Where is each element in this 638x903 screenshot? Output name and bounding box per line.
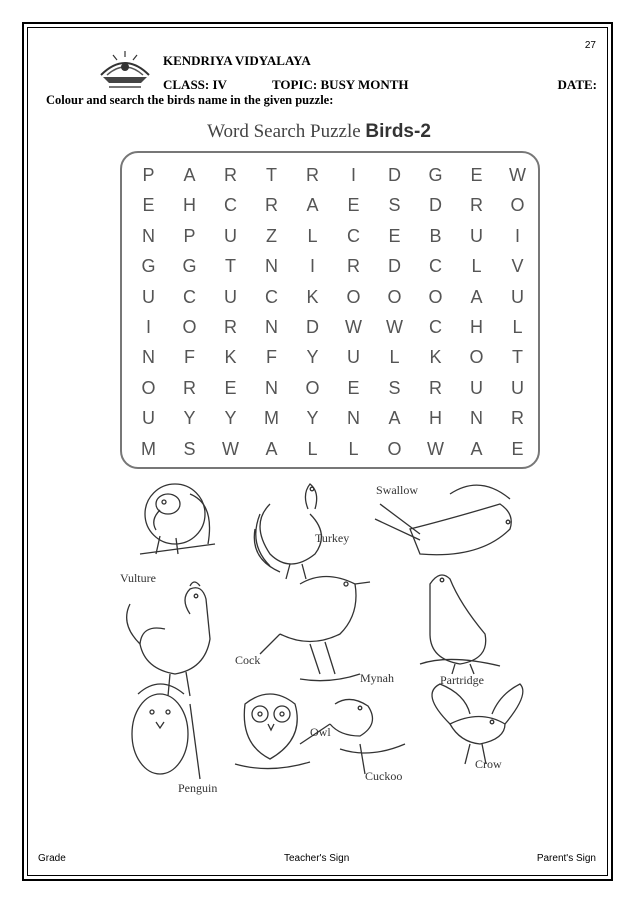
- grid-cell: R: [511, 408, 524, 429]
- vulture-label: Vulture: [120, 571, 156, 585]
- grid-cell: O: [428, 286, 443, 307]
- penguin-label: Penguin: [178, 781, 218, 795]
- partridge-label: Partridge: [440, 673, 484, 687]
- owl-label: Owl: [310, 725, 331, 739]
- grid-cell: R: [224, 316, 237, 337]
- mynah-label: Mynah: [360, 671, 394, 685]
- page-number: 27: [584, 40, 596, 51]
- grid-cell: W: [509, 165, 526, 185]
- grid-cell: E: [347, 195, 360, 216]
- vulture-icon: [140, 484, 215, 554]
- grid-cell: O: [387, 286, 402, 307]
- class-label: CLASS: IV: [163, 77, 227, 92]
- grid-cell: N: [265, 256, 278, 277]
- grid-cell: E: [347, 377, 360, 398]
- grid-cell: I: [514, 225, 520, 246]
- grid-cell: D: [429, 195, 442, 216]
- partridge-icon: [420, 575, 500, 674]
- grid-cell: U: [142, 286, 155, 307]
- grid-cell: R: [347, 256, 360, 277]
- grid-cell: L: [471, 256, 482, 277]
- grid-cell: C: [265, 286, 278, 307]
- grid-cell: A: [183, 165, 196, 185]
- puzzle-title-bold: Birds-2: [365, 121, 431, 142]
- cock-icon: [127, 582, 210, 696]
- grid-cell: U: [347, 347, 360, 368]
- crow-icon: [432, 684, 523, 764]
- grid-cell: S: [183, 438, 196, 459]
- grade-label: Grade: [38, 853, 66, 864]
- grid-cell: E: [511, 438, 524, 459]
- mynah-icon: [260, 577, 370, 681]
- grid-cell: Y: [306, 347, 319, 368]
- grid-cell: H: [183, 195, 196, 216]
- grid-cell: U: [142, 408, 155, 429]
- grid-cell: O: [469, 347, 484, 368]
- grid-cell: N: [470, 408, 483, 429]
- grid-cell: M: [141, 438, 156, 459]
- grid-cell: Y: [183, 408, 196, 429]
- grid-cell: W: [345, 316, 362, 337]
- grid-cell: N: [142, 347, 155, 368]
- grid-cell: V: [511, 256, 524, 277]
- grid-cell: A: [265, 438, 278, 459]
- grid-cell: U: [224, 225, 237, 246]
- grid-cell: E: [142, 195, 155, 216]
- crow-label: Crow: [475, 757, 502, 771]
- grid-cell: W: [427, 438, 444, 459]
- grid-cell: W: [386, 316, 403, 337]
- grid-cell: O: [182, 316, 197, 337]
- grid-cell: Z: [266, 225, 277, 246]
- grid-cell: C: [183, 286, 196, 307]
- grid-cell: G: [428, 165, 443, 185]
- grid-cell: U: [470, 225, 483, 246]
- grid-cell: Y: [306, 408, 319, 429]
- turkey-label: Turkey: [315, 531, 350, 545]
- bird-illustrations: [120, 474, 540, 804]
- school-name: KENDRIYA VIDYALAYA: [163, 53, 311, 68]
- teacher-sign-label: Teacher's Sign: [284, 853, 350, 864]
- grid-cell: D: [388, 165, 401, 185]
- grid-cell: R: [183, 377, 196, 398]
- grid-cell: B: [429, 225, 442, 246]
- penguin-icon: [132, 684, 200, 779]
- grid-cell: T: [512, 347, 523, 368]
- grid-cell: U: [224, 286, 237, 307]
- swallow-label: Swallow: [376, 483, 418, 497]
- grid-cell: I: [350, 165, 356, 185]
- grid-cell: F: [184, 347, 195, 368]
- grid-cell: U: [470, 377, 483, 398]
- grid-cell: R: [265, 195, 278, 216]
- grid-cell: N: [142, 225, 155, 246]
- grid-cell: L: [307, 438, 318, 459]
- grid-cell: S: [388, 377, 401, 398]
- grid-cell: K: [429, 347, 442, 368]
- grid-cell: S: [388, 195, 401, 216]
- word-search-grid: [128, 160, 538, 464]
- grid-cell: I: [309, 256, 315, 277]
- grid-cell: G: [182, 256, 197, 277]
- grid-cell: M: [264, 408, 279, 429]
- grid-cell: G: [141, 256, 156, 277]
- grid-cell: Y: [224, 408, 237, 429]
- grid-cell: N: [265, 377, 278, 398]
- grid-cell: H: [470, 316, 483, 337]
- school-logo-icon: [95, 45, 155, 93]
- grid-cell: O: [305, 377, 320, 398]
- grid-cell: C: [429, 256, 442, 277]
- grid-cell: U: [511, 286, 524, 307]
- grid-cell: L: [307, 225, 318, 246]
- grid-cell: C: [429, 316, 442, 337]
- grid-cell: D: [388, 256, 401, 277]
- grid-cell: T: [225, 256, 236, 277]
- grid-cell: R: [470, 195, 483, 216]
- grid-cell: D: [306, 316, 319, 337]
- grid-cell: O: [346, 286, 361, 307]
- grid-cell: N: [347, 408, 360, 429]
- grid-cell: N: [265, 316, 278, 337]
- grid-cell: H: [429, 408, 442, 429]
- grid-cell: C: [347, 225, 360, 246]
- grid-cell: R: [429, 377, 442, 398]
- cock-label: Cock: [235, 653, 261, 667]
- grid-cell: L: [389, 347, 400, 368]
- grid-cell: T: [266, 165, 277, 185]
- grid-cell: O: [141, 377, 156, 398]
- grid-cell: E: [224, 377, 237, 398]
- date-label: DATE:: [557, 77, 597, 92]
- grid-cell: A: [388, 408, 401, 429]
- grid-cell: E: [388, 225, 401, 246]
- instruction-text: Colour and search the birds name in the given puzzle:: [46, 93, 334, 107]
- grid-cell: E: [470, 165, 483, 185]
- grid-cell: O: [387, 438, 402, 459]
- grid-cell: I: [145, 316, 151, 337]
- puzzle-title-main: Word Search Puzzle: [207, 121, 361, 142]
- grid-cell: W: [222, 438, 239, 459]
- grid-cell: C: [224, 195, 237, 216]
- topic-label: TOPIC: BUSY MONTH: [272, 77, 409, 92]
- grid-cell: K: [224, 347, 237, 368]
- grid-cell: R: [306, 165, 319, 185]
- grid-cell: R: [224, 165, 237, 185]
- grid-cell: O: [510, 195, 525, 216]
- grid-cell: A: [470, 438, 483, 459]
- grid-cell: F: [266, 347, 277, 368]
- owl-icon: [235, 694, 310, 769]
- puzzle-title: [0, 121, 638, 143]
- grid-cell: A: [470, 286, 483, 307]
- parent-sign-label: Parent's Sign: [536, 853, 596, 864]
- grid-cell: K: [306, 286, 319, 307]
- grid-cell: U: [511, 377, 524, 398]
- turkey-icon: [254, 484, 321, 579]
- grid-cell: P: [183, 225, 196, 246]
- cuckoo-label: Cuckoo: [365, 769, 403, 783]
- grid-cell: A: [306, 195, 319, 216]
- grid-cell: P: [142, 165, 155, 185]
- grid-cell: L: [348, 438, 359, 459]
- grid-cell: L: [512, 316, 523, 337]
